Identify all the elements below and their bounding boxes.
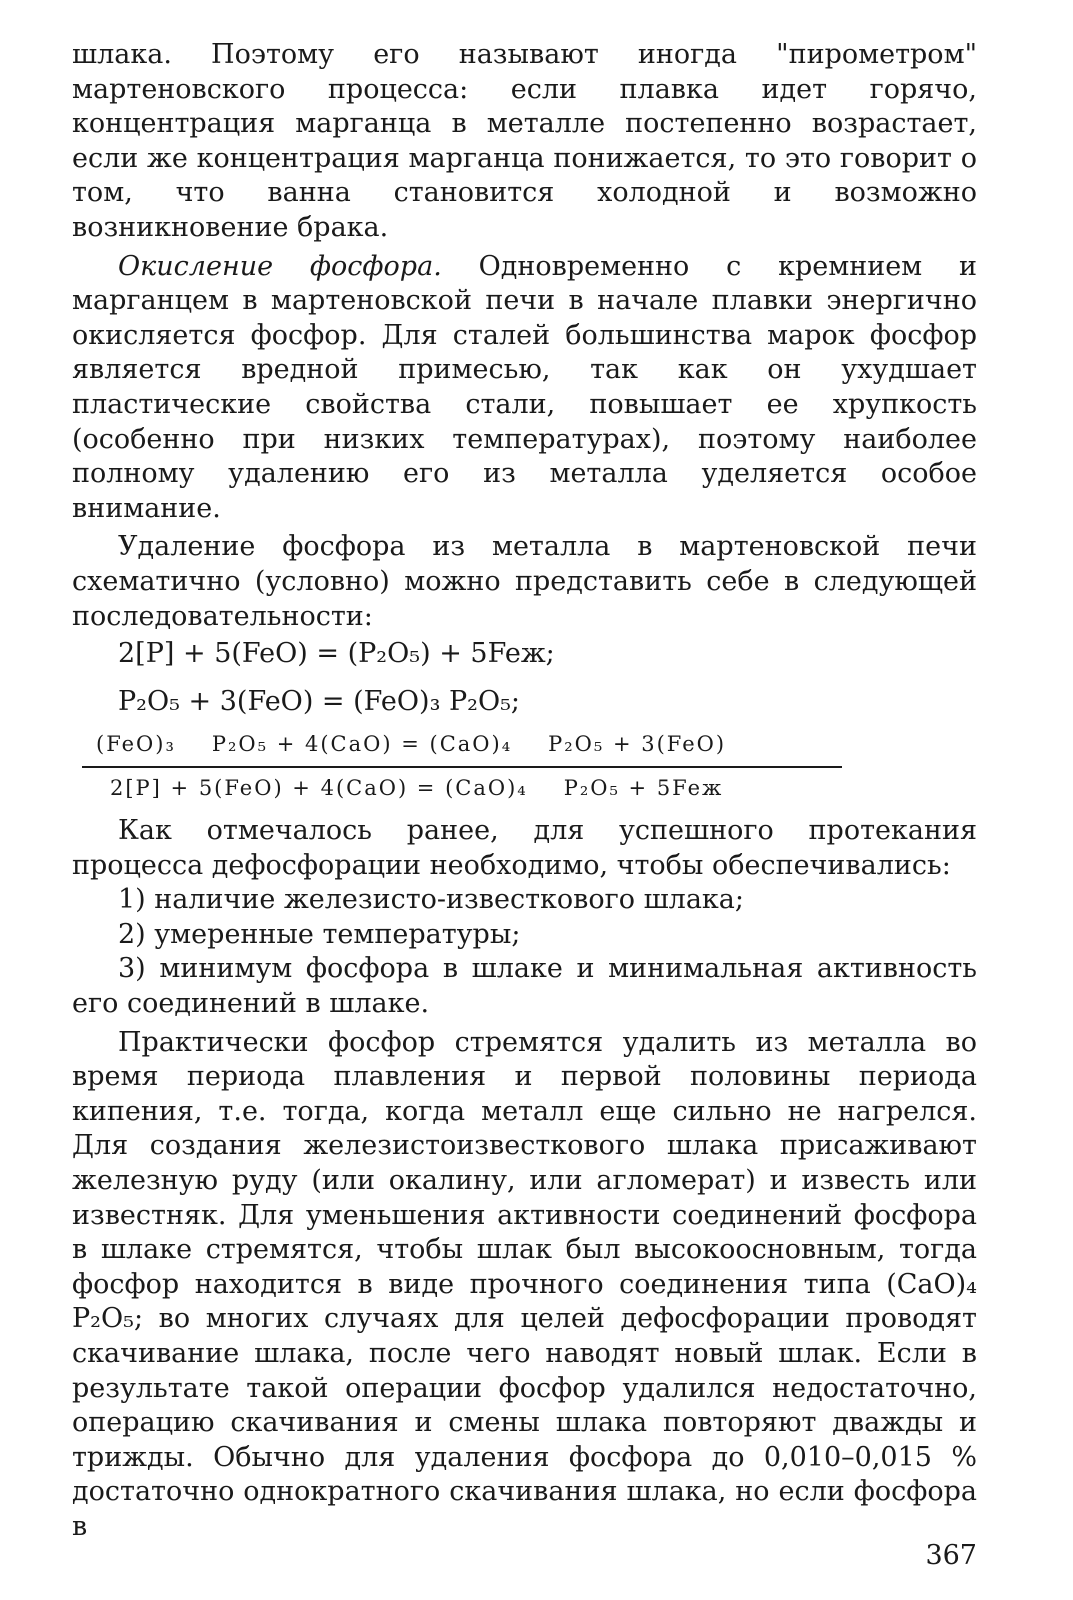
paragraph-1: шлака. Поэтому его называют иногда "пирометром" мартеновского процесса: если плавка идет горячо, концентрация марганца в металле постепенно возрастает, если же концентрация марганца понижается, то это говорит о том, что ванна становится холодной и возможно возникновение брака. [72,39,977,243]
body-text [72,38,977,634]
page-number: 367 [925,1540,977,1571]
sum-bottom-part-a: 2[P] + 5(FeO) + 4(CaO) = (CaO)₄ [110,776,528,801]
paragraph-2-text: Одновременно с кремнием и марганцем в мартеновской печи в начале плавки энергично окисляется фосфор. Для сталей большинства марок фосфор является вредной примесью, так как он ухудшает пластические свойства стали, повышает ее хрупкость (особенно при низких температурах), поэтому наиболее полному удалению его из металла уделяется особое внимание. [72,250,977,524]
sum-top-part-b: P₂O₅ + 4(CaO) = (CaO)₄ [211,732,513,757]
body-text-2 [72,814,977,1544]
equation-2: P₂O₅ + 3(FeO) = (FeO)₃ P₂O₅; [118,686,521,718]
summary-reaction [72,732,842,800]
sum-top-part-a: (FeO)₃ [96,732,176,757]
list-item-2: 2) умеренные температуры; [118,918,521,950]
paragraph-4: Как отмечалось ранее, для успешного протекания процесса дефосфорации необходимо, чтобы обеспечивались: [72,815,977,881]
paragraph-3: Удаление фосфора из металла в мартеновской печи схематично (условно) можно представить себе в следующей последовательности: [72,531,977,632]
summary-reaction-bottom [82,768,842,800]
list-item-1: 1) наличие железисто-известкового шлака; [118,884,744,916]
sum-top-part-c: P₂O₅ + 3(FeO) [548,732,727,757]
summary-reaction-top [82,732,842,768]
equations-block [118,634,977,722]
sum-bottom-part-b: P₂O₅ + 5Feж [563,776,724,801]
paragraph-5: Практически фосфор стремятся удалить из металла во время периода плавления и первой половины периода кипения, т.е. тогда, когда металл еще сильно не нагрелся. Для создания железистоизвесткового шлака присаживают железную руду (или окалину, или агломерат) и известь или известняк. Для уменьшения активности соединений фосфора в шлаке стремятся, чтобы шлак был высокоосновным, тогда фосфор находится в виде прочного соединения типа (CaO)₄ P₂O₅; во многих случаях для целей дефосфорации проводят скачивание шлака, после чего наводят новый шлак. Если в результате такой операции фосфор удалился недостаточно, операцию скачивания и смены шлака повторяют дважды и трижды. Обычно для удаления фосфора до 0,010–0,015 % достаточно однократного скачивания шлака, но если фосфора в [72,1026,977,1542]
equation-1: 2[P] + 5(FeO) = (P₂O₅) + 5Feж; [118,638,555,670]
list-item-3: 3) минимум фосфора в шлаке и минимальная активность его соединений в шлаке. [72,953,977,1020]
section-heading-phosphorus-oxidation: Окисление фосфора. [118,250,442,282]
paragraph-2 [72,250,977,527]
